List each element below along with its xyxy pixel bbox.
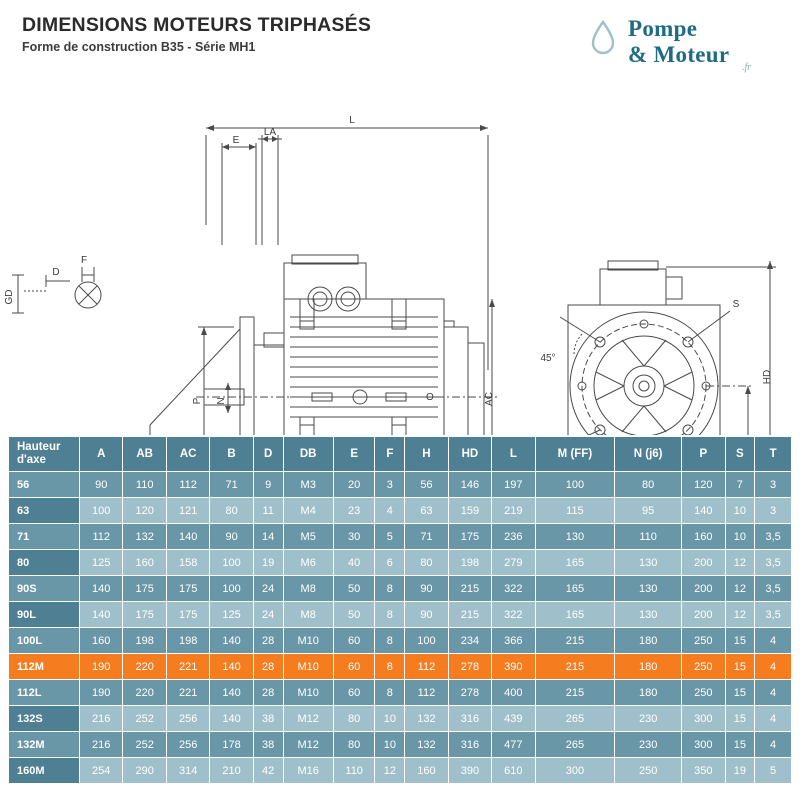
table-cell: 15 [725, 628, 755, 654]
table-cell: 12 [725, 576, 755, 602]
svg-text:P: P [192, 397, 203, 405]
table-cell: 8 [375, 576, 405, 602]
table-cell: 316 [448, 706, 491, 732]
table-cell: M10 [283, 680, 333, 706]
table-cell: 197 [492, 472, 535, 498]
table-cell: 42 [253, 758, 283, 784]
table-cell: 80 [333, 732, 375, 758]
table-cell: 160 [682, 524, 725, 550]
cell-hauteur-daxe: 132M [9, 732, 80, 758]
table-cell: 90 [80, 472, 123, 498]
table-cell: 250 [682, 654, 725, 680]
cell-hauteur-daxe: 90S [9, 576, 80, 602]
table-cell: 19 [725, 758, 755, 784]
table-cell: 112 [405, 680, 448, 706]
table-cell: 3,5 [755, 550, 792, 576]
table-cell: 200 [682, 550, 725, 576]
table-cell: 8 [375, 628, 405, 654]
side-view [150, 125, 500, 435]
table-cell: 9 [253, 472, 283, 498]
svg-text:HD: HD [762, 369, 773, 385]
table-cell: 180 [615, 628, 682, 654]
column-header-hauteur-daxe: Hauteur d'axe [9, 437, 80, 472]
column-header-ab: AB [123, 437, 166, 472]
cell-hauteur-daxe: 80 [9, 550, 80, 576]
table-cell: 30 [333, 524, 375, 550]
svg-text:L: L [349, 115, 355, 126]
table-cell: 110 [615, 524, 682, 550]
table-cell: 198 [448, 550, 491, 576]
column-header-hd: HD [448, 437, 491, 472]
table-cell: 20 [333, 472, 375, 498]
column-header-e: E [333, 437, 375, 472]
water-drop-icon [590, 20, 616, 54]
table-cell: 8 [375, 602, 405, 628]
svg-text:O: O [426, 392, 434, 403]
table-cell: 4 [755, 628, 792, 654]
table-cell: 71 [210, 472, 253, 498]
table-cell: 120 [123, 498, 166, 524]
table-row[interactable] [9, 628, 792, 654]
table-cell: M4 [283, 498, 333, 524]
table-cell: 112 [405, 654, 448, 680]
table-cell: 112 [80, 524, 123, 550]
table-cell: 110 [123, 472, 166, 498]
table-cell: 80 [210, 498, 253, 524]
table-cell: 140 [210, 706, 253, 732]
table-cell: 390 [448, 758, 491, 784]
table-cell: 14 [253, 524, 283, 550]
table-cell: 140 [210, 680, 253, 706]
table-cell: 215 [448, 602, 491, 628]
table-cell: 140 [166, 524, 209, 550]
technical-drawing [0, 95, 800, 435]
table-cell: 100 [210, 576, 253, 602]
table-header-row [9, 437, 792, 472]
table-cell: 215 [448, 576, 491, 602]
table-cell: 300 [682, 732, 725, 758]
table-cell: 220 [123, 654, 166, 680]
table-cell: 130 [615, 576, 682, 602]
table-cell: 180 [615, 654, 682, 680]
table-cell: 3 [755, 498, 792, 524]
table-cell: 15 [725, 654, 755, 680]
cell-hauteur-daxe: 56 [9, 472, 80, 498]
table-cell: 140 [210, 654, 253, 680]
column-header-h: H [405, 437, 448, 472]
column-header-p: P [682, 437, 725, 472]
table-cell: M8 [283, 602, 333, 628]
table-cell: 4 [755, 654, 792, 680]
table-cell: 80 [405, 550, 448, 576]
table-cell: M3 [283, 472, 333, 498]
table-cell: 100 [405, 628, 448, 654]
table-cell: 130 [535, 524, 615, 550]
table-cell: 11 [253, 498, 283, 524]
table-cell: 24 [253, 602, 283, 628]
table-cell: 256 [166, 732, 209, 758]
table-cell: 216 [80, 706, 123, 732]
table-cell: M10 [283, 654, 333, 680]
table-cell: 80 [333, 706, 375, 732]
table-cell: 215 [535, 628, 615, 654]
table-cell: 160 [123, 550, 166, 576]
table-cell: 38 [253, 732, 283, 758]
table-cell: 215 [535, 654, 615, 680]
table-cell: 250 [682, 628, 725, 654]
table-cell: 80 [615, 472, 682, 498]
brand-logo [590, 12, 780, 82]
table-row[interactable] [9, 498, 792, 524]
table-cell: 190 [80, 680, 123, 706]
table-cell: 140 [210, 628, 253, 654]
table-cell: 316 [448, 732, 491, 758]
table-row[interactable] [9, 706, 792, 732]
table-row[interactable] [9, 680, 792, 706]
table-cell: 221 [166, 680, 209, 706]
table-cell: 60 [333, 628, 375, 654]
table-cell: 10 [725, 524, 755, 550]
logo-line-2: & Moteur [628, 42, 730, 67]
table-cell: 265 [535, 732, 615, 758]
table-cell: 125 [80, 550, 123, 576]
table-cell: 300 [535, 758, 615, 784]
table-cell: 40 [333, 550, 375, 576]
table-cell: 28 [253, 654, 283, 680]
table-cell: 175 [123, 602, 166, 628]
cell-hauteur-daxe: 63 [9, 498, 80, 524]
table-cell: 115 [535, 498, 615, 524]
column-header-d: D [253, 437, 283, 472]
table-cell: 50 [333, 576, 375, 602]
column-header-s: S [725, 437, 755, 472]
page-subtitle: Forme de construction B35 - Série MH1 [22, 40, 256, 54]
table-cell: 38 [253, 706, 283, 732]
column-header-db: DB [283, 437, 333, 472]
table-row[interactable] [9, 654, 792, 680]
table-cell: 175 [166, 576, 209, 602]
table-cell: M16 [283, 758, 333, 784]
table-cell: 60 [333, 654, 375, 680]
table-cell: 250 [682, 680, 725, 706]
table-cell: 175 [123, 576, 166, 602]
column-header-l: L [492, 437, 535, 472]
table-cell: 112 [166, 472, 209, 498]
column-header-b: B [210, 437, 253, 472]
svg-text:LA: LA [263, 127, 277, 138]
table-body [9, 472, 792, 784]
table-cell: 160 [80, 628, 123, 654]
table-cell: 90 [405, 602, 448, 628]
table-cell: 3 [375, 472, 405, 498]
table-cell: 256 [166, 706, 209, 732]
table-cell: 110 [333, 758, 375, 784]
table-cell: 120 [682, 472, 725, 498]
table-cell: 12 [375, 758, 405, 784]
table-cell: 4 [755, 706, 792, 732]
column-header-ac: AC [166, 437, 209, 472]
table-cell: 140 [682, 498, 725, 524]
table-cell: 165 [535, 550, 615, 576]
table-cell: 250 [615, 758, 682, 784]
svg-text:F: F [80, 255, 88, 266]
table-cell: 477 [492, 732, 535, 758]
table-row[interactable] [9, 524, 792, 550]
table-cell: 56 [405, 472, 448, 498]
table-cell: 5 [755, 758, 792, 784]
table-cell: 63 [405, 498, 448, 524]
table-cell: 300 [682, 706, 725, 732]
table-cell: 10 [375, 706, 405, 732]
table-cell: 390 [492, 654, 535, 680]
table-cell: 7 [725, 472, 755, 498]
cell-hauteur-daxe: 100L [9, 628, 80, 654]
table-cell: 12 [725, 602, 755, 628]
table-cell: 50 [333, 602, 375, 628]
svg-text:45°: 45° [540, 353, 556, 364]
table-cell: 10 [375, 732, 405, 758]
table-cell: 322 [492, 602, 535, 628]
table-cell: 366 [492, 628, 535, 654]
table-cell: 159 [448, 498, 491, 524]
table-cell: 178 [210, 732, 253, 758]
table-cell: 19 [253, 550, 283, 576]
table-cell: 439 [492, 706, 535, 732]
dimensions-table-wrap [8, 436, 792, 784]
table-cell: 230 [615, 706, 682, 732]
table-cell: M12 [283, 706, 333, 732]
table-cell: 175 [166, 602, 209, 628]
front-view [560, 261, 776, 435]
table-cell: 3,5 [755, 602, 792, 628]
page-title: DIMENSIONS MOTEURS TRIPHASÉS [22, 14, 372, 36]
svg-text:GD: GD [4, 289, 15, 305]
table-cell: 221 [166, 654, 209, 680]
table-cell: 610 [492, 758, 535, 784]
table-cell: 180 [615, 680, 682, 706]
table-cell: M8 [283, 576, 333, 602]
table-cell: 190 [80, 654, 123, 680]
table-row[interactable] [9, 472, 792, 498]
table-cell: 146 [448, 472, 491, 498]
table-cell: 3 [755, 472, 792, 498]
table-cell: 216 [80, 732, 123, 758]
table-cell: 130 [615, 602, 682, 628]
table-cell: 140 [80, 576, 123, 602]
column-header-a: A [80, 437, 123, 472]
table-row[interactable] [9, 576, 792, 602]
table-cell: 15 [725, 732, 755, 758]
table-cell: 200 [682, 576, 725, 602]
table-cell: 215 [535, 680, 615, 706]
table-cell: 132 [405, 706, 448, 732]
table-cell: 314 [166, 758, 209, 784]
dimensions-table [8, 436, 792, 784]
table-cell: 236 [492, 524, 535, 550]
logo-line-1: Pompe [628, 16, 698, 41]
page-header [22, 14, 371, 54]
svg-text:N: N [216, 397, 227, 405]
table-cell: 3,5 [755, 576, 792, 602]
svg-text:S: S [732, 299, 740, 310]
table-cell: 160 [405, 758, 448, 784]
table-cell: 278 [448, 654, 491, 680]
cell-hauteur-daxe: 112L [9, 680, 80, 706]
table-cell: 95 [615, 498, 682, 524]
cell-hauteur-daxe: 160M [9, 758, 80, 784]
table-cell: 4 [755, 680, 792, 706]
table-cell: 165 [535, 602, 615, 628]
cell-hauteur-daxe: 71 [9, 524, 80, 550]
table-row[interactable] [9, 732, 792, 758]
table-cell: 252 [123, 706, 166, 732]
table-cell: 5 [375, 524, 405, 550]
table-cell: 10 [725, 498, 755, 524]
table-cell: 28 [253, 628, 283, 654]
table-cell: 254 [80, 758, 123, 784]
column-header-m: M (FF) [535, 437, 615, 472]
table-cell: 15 [725, 706, 755, 732]
column-header-f: F [375, 437, 405, 472]
table-cell: M10 [283, 628, 333, 654]
table-cell: 28 [253, 680, 283, 706]
table-cell: M6 [283, 550, 333, 576]
table-cell: 100 [80, 498, 123, 524]
column-header-t: T [755, 437, 792, 472]
table-cell: 60 [333, 680, 375, 706]
table-cell: 15 [725, 680, 755, 706]
cell-hauteur-daxe: 112M [9, 654, 80, 680]
table-cell: 198 [166, 628, 209, 654]
table-cell: 3,5 [755, 524, 792, 550]
table-cell: 90 [405, 576, 448, 602]
table-cell: 200 [682, 602, 725, 628]
svg-text:D: D [52, 267, 60, 278]
table-cell: 210 [210, 758, 253, 784]
table-cell: 12 [725, 550, 755, 576]
table-cell: 219 [492, 498, 535, 524]
table-cell: M12 [283, 732, 333, 758]
table-cell: 8 [375, 680, 405, 706]
table-cell: 278 [448, 680, 491, 706]
table-cell: 220 [123, 680, 166, 706]
table-cell: 130 [615, 550, 682, 576]
cell-hauteur-daxe: 132S [9, 706, 80, 732]
table-cell: 165 [535, 576, 615, 602]
table-cell: 6 [375, 550, 405, 576]
table-cell: 322 [492, 576, 535, 602]
table-cell: 4 [755, 732, 792, 758]
table-cell: 23 [333, 498, 375, 524]
svg-text:E: E [232, 135, 240, 146]
svg-text:AC: AC [484, 392, 495, 406]
table-cell: 230 [615, 732, 682, 758]
table-cell: 71 [405, 524, 448, 550]
table-cell: 132 [405, 732, 448, 758]
table-cell: 290 [123, 758, 166, 784]
table-cell: 4 [375, 498, 405, 524]
table-row[interactable] [9, 602, 792, 628]
table-row[interactable] [9, 758, 792, 784]
table-cell: 234 [448, 628, 491, 654]
drawing-svg [0, 95, 800, 435]
logo-suffix: .fr [742, 62, 752, 73]
table-cell: 265 [535, 706, 615, 732]
table-cell: 198 [123, 628, 166, 654]
table-cell: M5 [283, 524, 333, 550]
cell-hauteur-daxe: 90L [9, 602, 80, 628]
table-cell: 132 [123, 524, 166, 550]
table-cell: 252 [123, 732, 166, 758]
table-cell: 125 [210, 602, 253, 628]
table-cell: 158 [166, 550, 209, 576]
table-row[interactable] [9, 550, 792, 576]
table-cell: 90 [210, 524, 253, 550]
column-header-n: N (j6) [615, 437, 682, 472]
table-cell: 279 [492, 550, 535, 576]
table-cell: 24 [253, 576, 283, 602]
table-cell: 8 [375, 654, 405, 680]
table-cell: 100 [535, 472, 615, 498]
table-cell: 400 [492, 680, 535, 706]
table-cell: 140 [80, 602, 123, 628]
table-cell: 100 [210, 550, 253, 576]
table-cell: 121 [166, 498, 209, 524]
table-cell: 350 [682, 758, 725, 784]
table-cell: 175 [448, 524, 491, 550]
